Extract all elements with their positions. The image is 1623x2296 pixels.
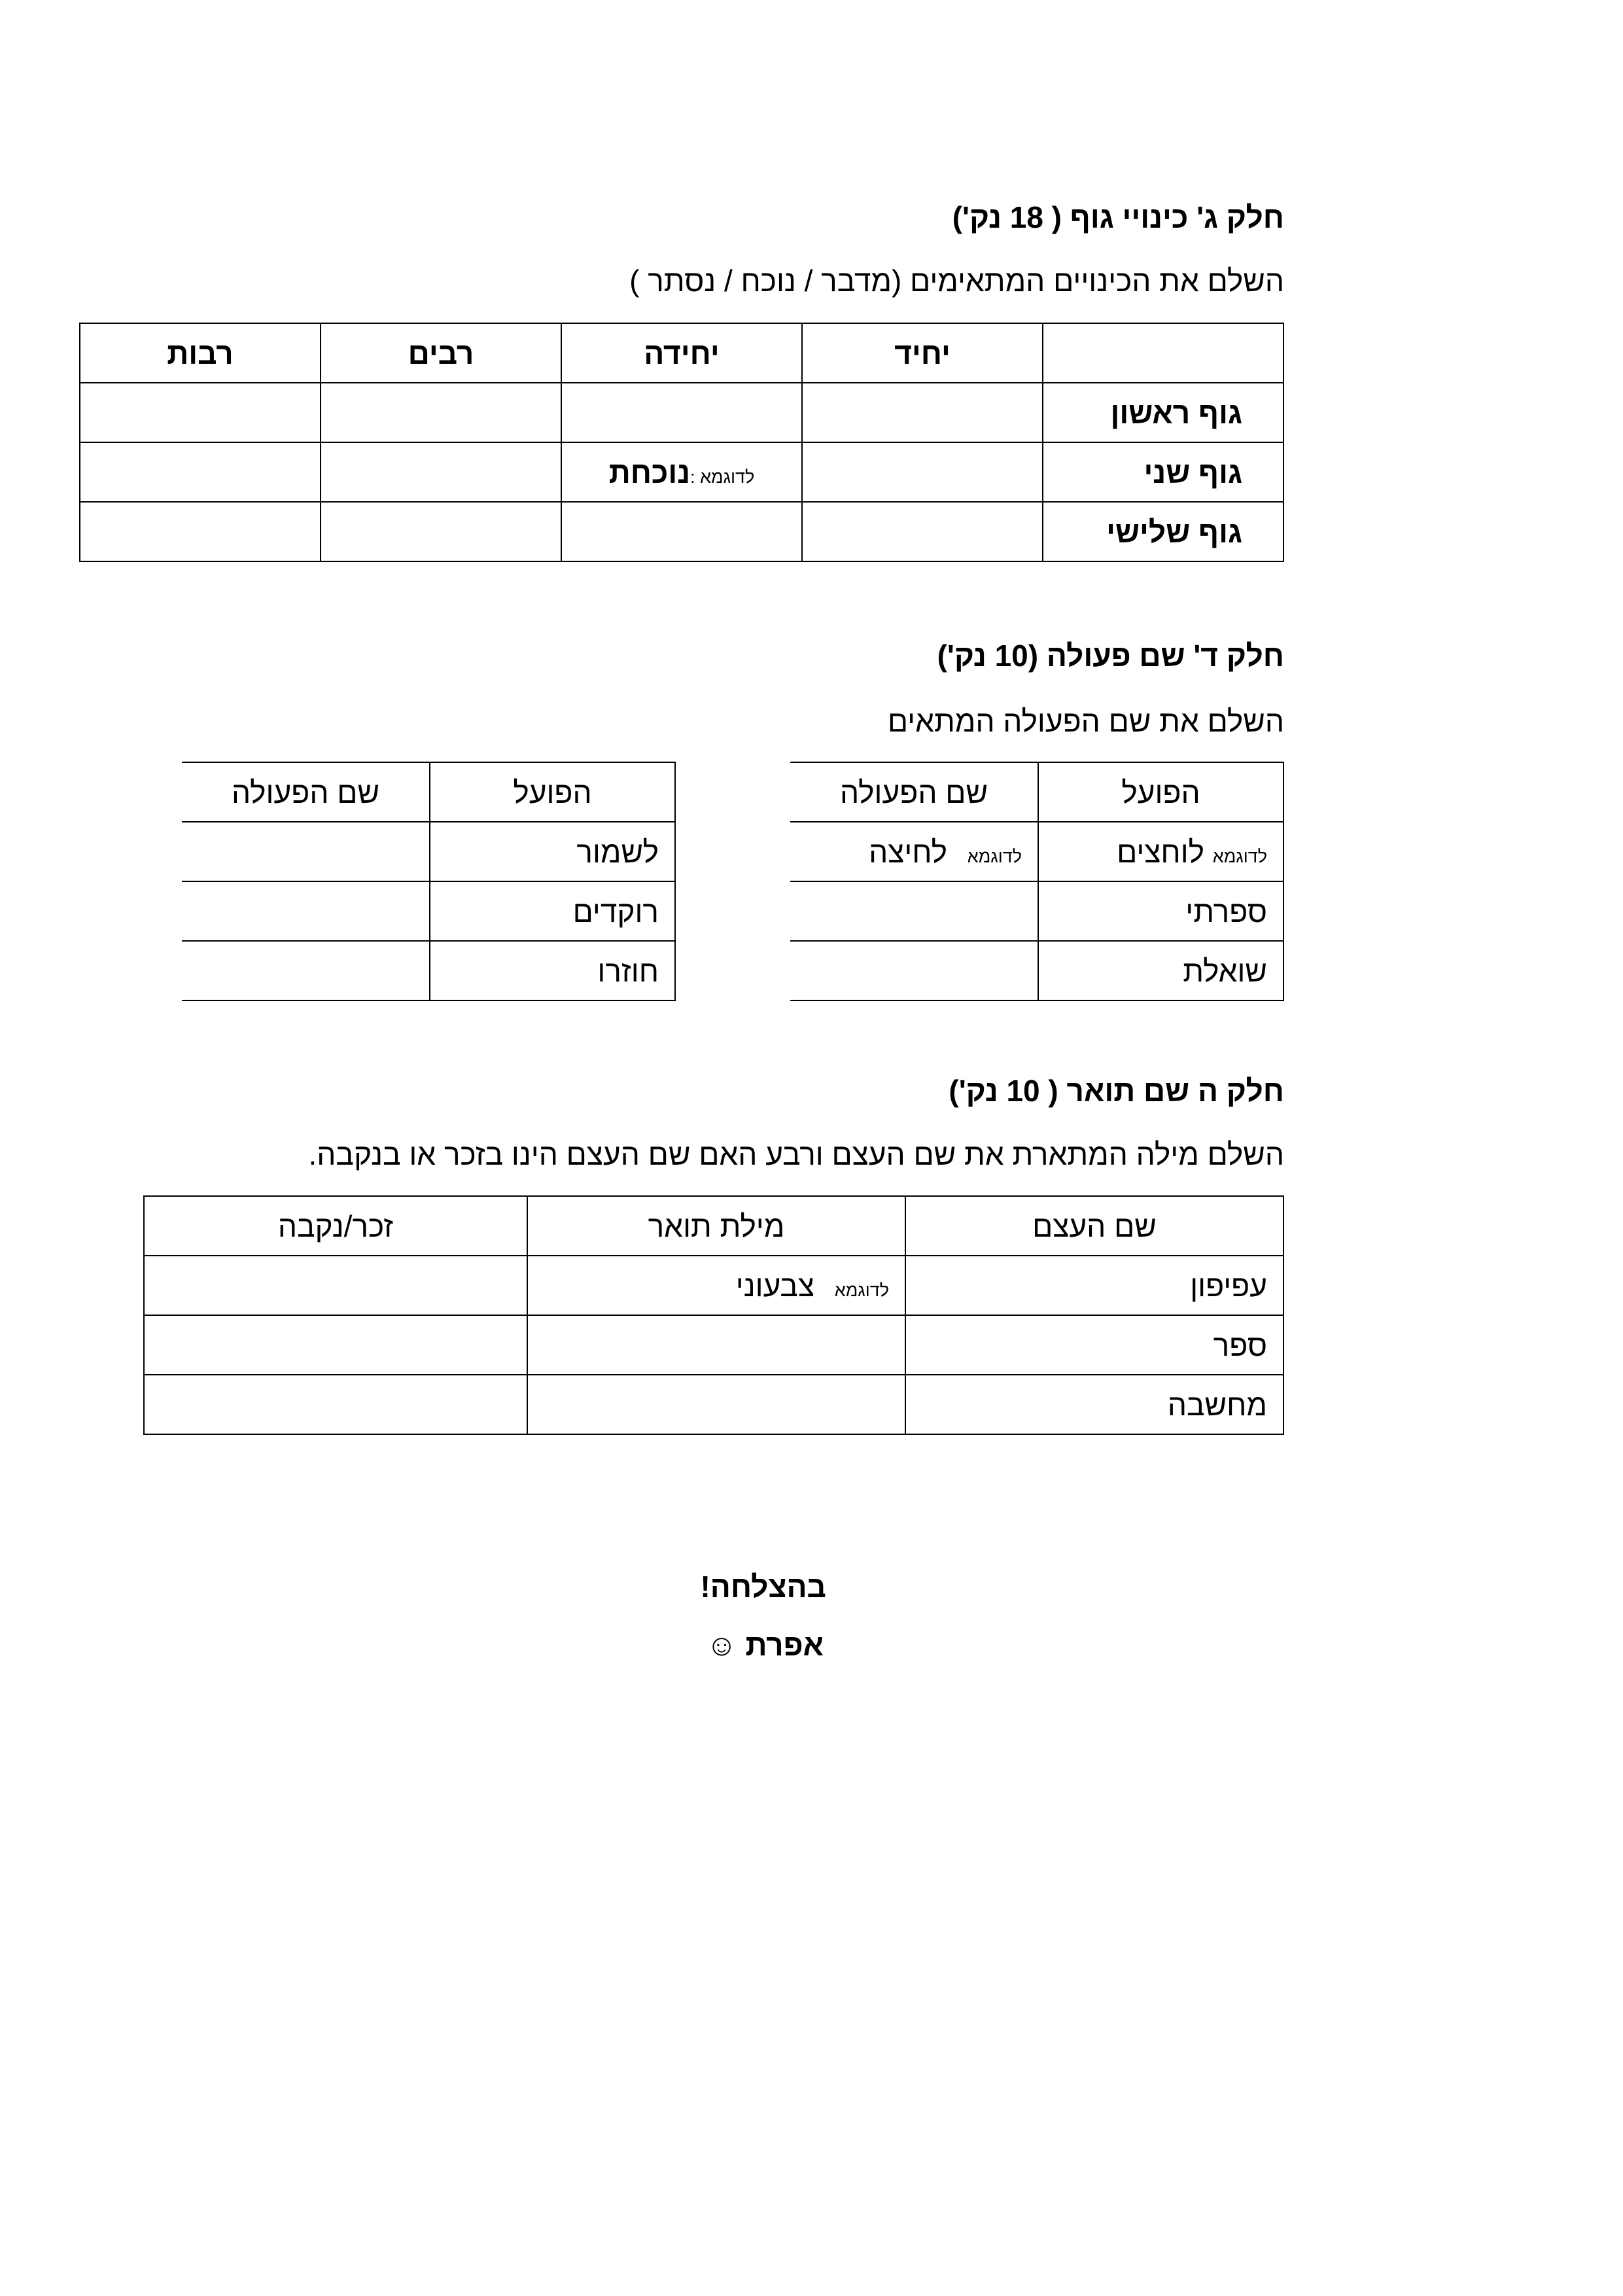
table-row xyxy=(790,941,1283,1000)
section-d-heading: חלק ד' שם פעולה (10 נק') xyxy=(937,639,1284,673)
answer-cell[interactable] xyxy=(321,442,561,502)
answer-cell[interactable] xyxy=(182,881,430,941)
answer-cell[interactable] xyxy=(144,1375,527,1434)
example-value: נוכחת xyxy=(608,455,691,489)
section-c-heading: חלק ג' כינויי גוף ( 18 נק') xyxy=(952,200,1284,234)
section-c-instruction: השלם את הכינויים המתאימים (מדבר / נוכח / נסתר ) xyxy=(629,264,1284,298)
row-label-second-person: גוף שני xyxy=(1043,442,1283,502)
verb-cell: לשמור xyxy=(430,822,675,881)
header-adjective: מילת תואר xyxy=(527,1196,905,1256)
table-row xyxy=(80,442,1283,502)
answer-cell[interactable] xyxy=(144,1256,527,1315)
table-row xyxy=(182,822,675,881)
header-plural-m: רבים xyxy=(321,323,561,383)
verb-cell xyxy=(1038,822,1283,881)
table-row xyxy=(182,881,675,941)
answer-cell[interactable] xyxy=(527,1375,905,1434)
verb-table-left xyxy=(182,762,676,1001)
verb-table-right xyxy=(790,762,1284,1001)
header-action-noun: שם הפעולה xyxy=(182,762,430,822)
example-prefix: לדוגמא xyxy=(1212,846,1267,866)
header-singular-f: יחידה xyxy=(561,323,802,383)
answer-cell[interactable] xyxy=(802,442,1043,502)
adjective-table xyxy=(143,1195,1284,1435)
table-row xyxy=(80,502,1283,561)
table-row xyxy=(144,1256,1283,1315)
noun-cell: עפיפון xyxy=(905,1256,1283,1315)
header-action-noun: שם הפעולה xyxy=(790,762,1038,822)
table-header-row xyxy=(80,323,1283,383)
example-value: צבעוני xyxy=(735,1268,815,1303)
answer-cell[interactable] xyxy=(561,383,802,442)
answer-cell[interactable] xyxy=(144,1315,527,1375)
table-row xyxy=(144,1315,1283,1375)
answer-cell[interactable] xyxy=(182,941,430,1000)
verb-value: לוחצים xyxy=(1117,834,1205,869)
answer-cell[interactable] xyxy=(80,502,321,561)
answer-cell[interactable] xyxy=(80,442,321,502)
verb-cell: ספרתי xyxy=(1038,881,1283,941)
table-row xyxy=(144,1375,1283,1434)
example-prefix: לדוגמא xyxy=(834,1280,889,1300)
noun-cell: ספר xyxy=(905,1315,1283,1375)
table-row xyxy=(790,822,1283,881)
example-cell xyxy=(561,442,802,502)
answer-cell[interactable] xyxy=(561,502,802,561)
header-noun: שם העצם xyxy=(905,1196,1283,1256)
answer-cell[interactable] xyxy=(790,941,1038,1000)
table-row xyxy=(182,941,675,1000)
example-prefix: לדוגמא xyxy=(967,846,1022,866)
example-cell xyxy=(527,1256,905,1315)
answer-cell[interactable] xyxy=(802,383,1043,442)
table-row xyxy=(790,881,1283,941)
header-plural-f: רבות xyxy=(80,323,321,383)
answer-cell[interactable] xyxy=(182,822,430,881)
verb-cell: רוקדים xyxy=(430,881,675,941)
example-cell xyxy=(790,822,1038,881)
answer-cell[interactable] xyxy=(527,1315,905,1375)
row-label-third-person: גוף שלישי xyxy=(1043,502,1283,561)
row-label-first-person: גוף ראשון xyxy=(1043,383,1283,442)
header-gender: זכר/נקבה xyxy=(144,1196,527,1256)
good-luck-text: בהצלחה! xyxy=(700,1570,826,1604)
section-d-instruction: השלם את שם הפעולה המתאים xyxy=(887,704,1284,738)
verb-cell: חוזרו xyxy=(430,941,675,1000)
table-header-row xyxy=(790,762,1283,822)
answer-cell[interactable] xyxy=(790,881,1038,941)
table-header-row xyxy=(144,1196,1283,1256)
pronoun-table xyxy=(79,323,1284,562)
answer-cell[interactable] xyxy=(321,502,561,561)
example-value: לחיצה xyxy=(869,834,948,869)
signature-text: אפרת ☺ xyxy=(706,1628,824,1662)
example-prefix: לדוגמא : xyxy=(690,467,755,487)
header-verb: הפועל xyxy=(1038,762,1283,822)
section-e-instruction: השלם מילה המתארת את שם העצם ורבע האם שם העצם הינו בזכר או בנקבה. xyxy=(308,1137,1284,1171)
answer-cell[interactable] xyxy=(321,383,561,442)
header-singular-m: יחיד xyxy=(802,323,1043,383)
header-empty xyxy=(1043,323,1283,383)
answer-cell[interactable] xyxy=(80,383,321,442)
section-e-heading: חלק ה שם תואר ( 10 נק') xyxy=(949,1074,1284,1108)
answer-cell[interactable] xyxy=(802,502,1043,561)
verb-cell: שואלת xyxy=(1038,941,1283,1000)
table-header-row xyxy=(182,762,675,822)
noun-cell: מחשבה xyxy=(905,1375,1283,1434)
table-row xyxy=(80,383,1283,442)
header-verb: הפועל xyxy=(430,762,675,822)
